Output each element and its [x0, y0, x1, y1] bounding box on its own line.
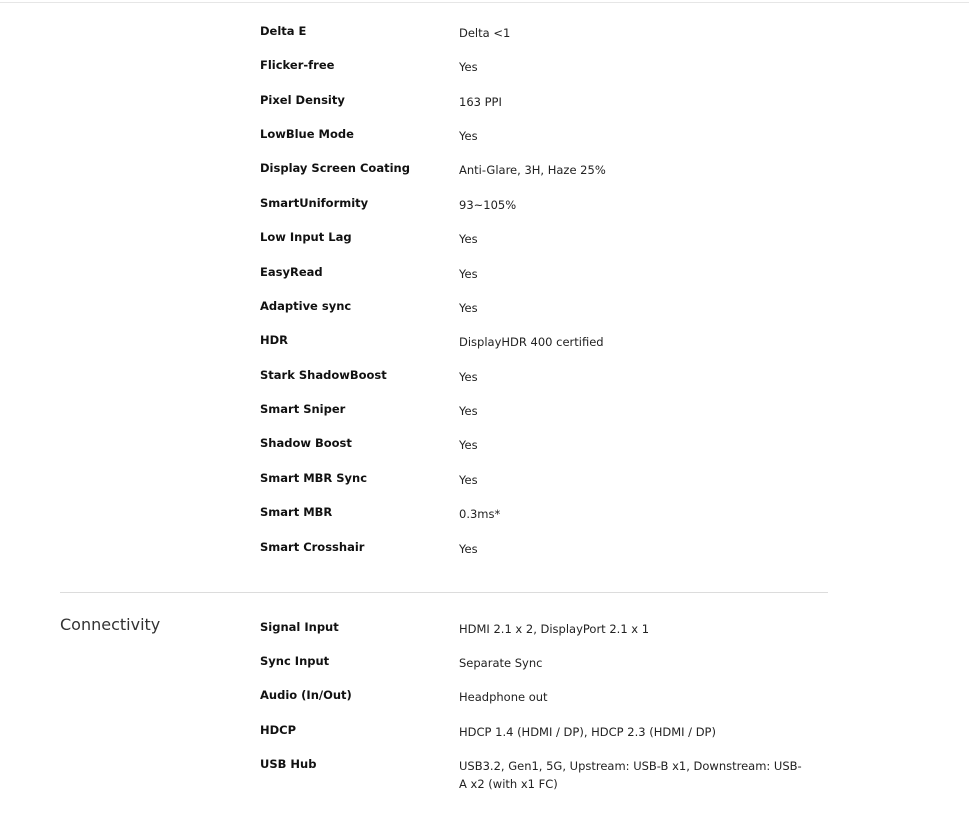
spec-value: DisplayHDR 400 certified: [459, 335, 604, 349]
spec-value: Yes: [459, 473, 478, 487]
spec-label: Low Input Lag: [260, 230, 352, 244]
spec-label: SmartUniformity: [260, 196, 369, 210]
spec-label: HDR: [260, 333, 289, 347]
spec-label: Signal Input: [260, 620, 339, 634]
spec-label: Smart Crosshair: [260, 540, 365, 554]
spec-value: 0.3ms*: [459, 507, 501, 521]
spec-value: Headphone out: [459, 690, 548, 704]
spec-label: USB Hub: [260, 757, 317, 771]
spec-label: Shadow Boost: [260, 436, 352, 450]
spec-label: Delta E: [260, 24, 307, 38]
spec-value: Yes: [459, 60, 478, 74]
spec-label: LowBlue Mode: [260, 127, 354, 141]
spec-label: HDCP: [260, 723, 297, 737]
spec-label: Display Screen Coating: [260, 161, 410, 175]
spec-label: Pixel Density: [260, 93, 345, 107]
spec-label: Smart MBR: [260, 505, 333, 519]
spec-value: Yes: [459, 129, 478, 143]
spec-label: Sync Input: [260, 654, 330, 668]
spec-label: Flicker-free: [260, 58, 335, 72]
spec-value: Delta <1: [459, 26, 511, 40]
spec-value: Yes: [459, 301, 478, 315]
spec-label: Audio (In/Out): [260, 688, 352, 702]
spec-value: 93~105%: [459, 198, 517, 212]
spec-value: USB3.2, Gen1, 5G, Upstream: USB-B x1, Downstream: USB-A x2 (with x1 FC): [459, 759, 802, 791]
spec-label: Adaptive sync: [260, 299, 352, 313]
spec-label: Smart Sniper: [260, 402, 346, 416]
spec-value: Separate Sync: [459, 656, 543, 670]
spec-value: Yes: [459, 404, 478, 418]
spec-value: Yes: [459, 267, 478, 281]
section-divider: [60, 592, 828, 593]
spec-value: 163 PPI: [459, 95, 502, 109]
spec-label: EasyRead: [260, 265, 323, 279]
section-title-connectivity: Connectivity: [60, 615, 161, 634]
spec-value: Anti-Glare, 3H, Haze 25%: [459, 163, 606, 177]
spec-label: Stark ShadowBoost: [260, 368, 387, 382]
spec-value: Yes: [459, 542, 478, 556]
spec-label: Smart MBR Sync: [260, 471, 368, 485]
top-divider: [0, 2, 969, 3]
spec-value: Yes: [459, 370, 478, 384]
spec-value: Yes: [459, 232, 478, 246]
spec-value: HDMI 2.1 x 2, DisplayPort 2.1 x 1: [459, 622, 650, 636]
spec-value: Yes: [459, 438, 478, 452]
spec-value: HDCP 1.4 (HDMI / DP), HDCP 2.3 (HDMI / DP): [459, 725, 716, 739]
